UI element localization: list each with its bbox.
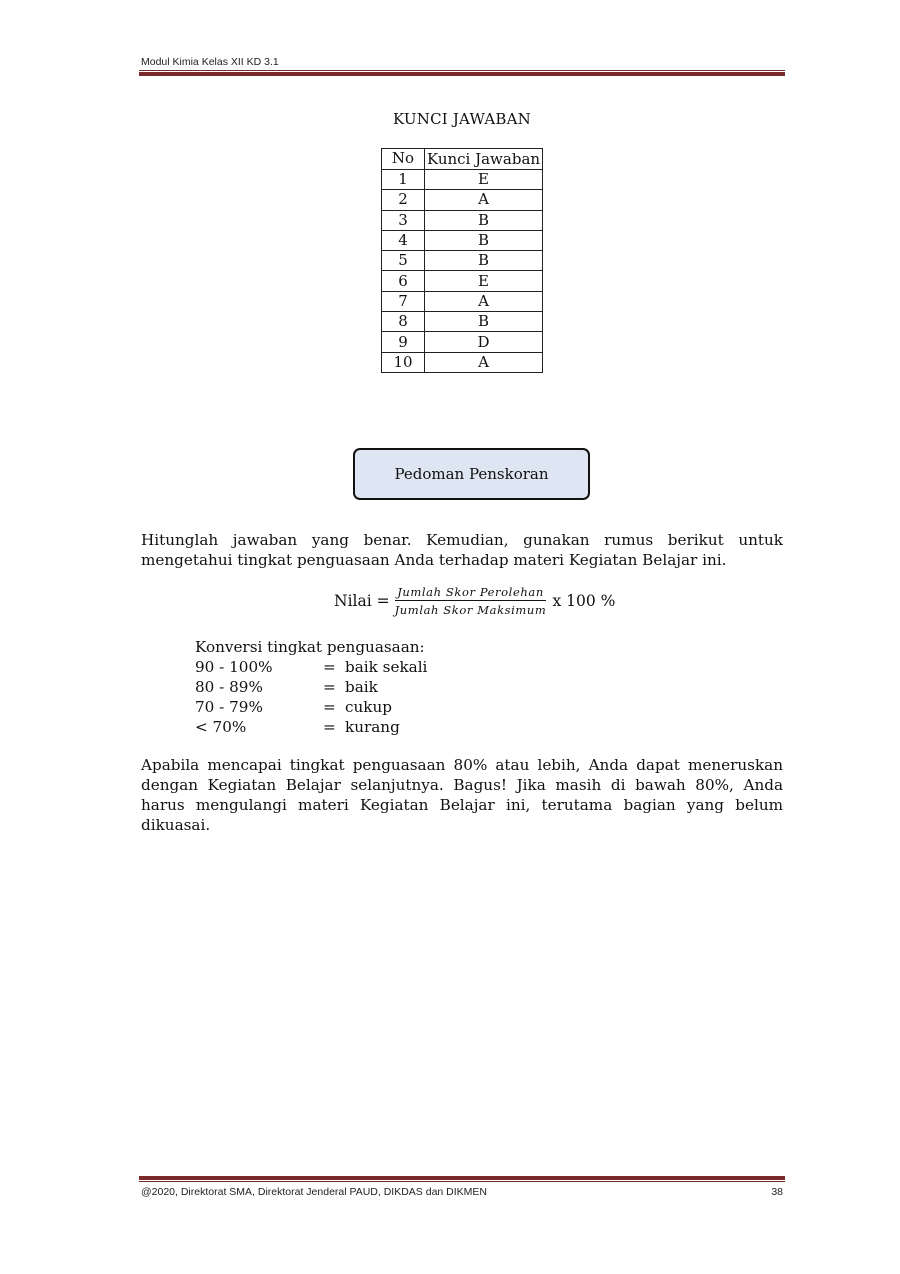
row-number: 8	[382, 312, 425, 332]
conversion-range: 80 - 89%	[195, 678, 263, 696]
conversion-equals: =	[323, 678, 336, 696]
page-number: 38	[771, 1186, 783, 1198]
conversion-range: 70 - 79%	[195, 698, 263, 716]
list-item	[195, 717, 427, 737]
table-row	[382, 271, 543, 291]
row-answer: E	[425, 271, 543, 291]
conversion-equals: =	[323, 718, 336, 736]
closing-paragraph: Apabila mencapai tingkat penguasaan 80% atau lebih, Anda dapat meneruskan dengan Kegiatan Belajar selanjutnya. Bagus! Jika masih di bawah 80%, Anda harus mengulangi materi Kegiatan Belajar ini, terutama bagian yang belum dikuasai.	[141, 756, 783, 834]
row-number: 1	[382, 170, 425, 190]
row-number: 5	[382, 251, 425, 271]
list-item	[195, 697, 427, 717]
header-rule	[139, 70, 785, 76]
conversion-equals: =	[323, 698, 336, 716]
column-header-no: No	[382, 149, 425, 170]
row-number: 3	[382, 210, 425, 230]
row-number: 10	[382, 352, 425, 372]
conversion-range: 90 - 100%	[195, 658, 273, 676]
conversion-title: Konversi tingkat penguasaan:	[195, 638, 425, 656]
score-formula	[334, 585, 615, 617]
page-header: Modul Kimia Kelas XII KD 3.1	[141, 56, 279, 68]
list-item	[195, 677, 427, 697]
table-row	[382, 352, 543, 372]
table-header-row	[382, 149, 543, 170]
conversion-list	[195, 637, 427, 737]
page-footer: @2020, Direktorat SMA, Direktorat Jenderal PAUD, DIKDAS dan DIKMEN	[141, 1186, 488, 1198]
table-row	[382, 332, 543, 352]
formula-lhs: Nilai =	[334, 592, 390, 610]
formula-numerator: Jumlah Skor Perolehan	[397, 585, 544, 599]
row-answer: A	[425, 352, 543, 372]
scoring-guide-label: Pedoman Penskoran	[394, 465, 549, 483]
table-row	[382, 170, 543, 190]
column-header-key: Kunci Jawaban	[425, 149, 543, 170]
table-row	[382, 251, 543, 271]
conversion-label: baik sekali	[345, 658, 428, 676]
conversion-equals: =	[323, 658, 336, 676]
table-row	[382, 190, 543, 210]
answer-key-table	[381, 148, 543, 373]
row-number: 7	[382, 291, 425, 311]
table-row	[382, 210, 543, 230]
row-answer: B	[425, 312, 543, 332]
row-number: 2	[382, 190, 425, 210]
table-row	[382, 230, 543, 250]
table-row	[382, 312, 543, 332]
row-answer: B	[425, 251, 543, 271]
row-number: 9	[382, 332, 425, 352]
row-answer: B	[425, 210, 543, 230]
row-answer: E	[425, 170, 543, 190]
footer-rule	[139, 1176, 785, 1182]
row-answer: B	[425, 230, 543, 250]
conversion-range: < 70%	[195, 718, 247, 736]
table-row	[382, 291, 543, 311]
conversion-label: kurang	[345, 718, 400, 736]
conversion-label: baik	[345, 678, 378, 696]
row-number: 4	[382, 230, 425, 250]
row-answer: A	[425, 291, 543, 311]
page-title: KUNCI JAWABAN	[393, 110, 531, 128]
intro-paragraph: Hitunglah jawaban yang benar. Kemudian, gunakan rumus berikut untuk mengetahui tingkat penguasaan Anda terhadap materi Kegiatan Belajar ini.	[141, 531, 783, 569]
formula-rhs: x 100 %	[552, 592, 616, 610]
formula-denominator: Jumlah Skor Maksimum	[394, 603, 547, 617]
list-item	[195, 657, 427, 677]
row-number: 6	[382, 271, 425, 291]
formula-fraction	[393, 585, 549, 617]
row-answer: A	[425, 190, 543, 210]
row-answer: D	[425, 332, 543, 352]
conversion-label: cukup	[345, 698, 392, 716]
scoring-guide-box	[353, 448, 590, 500]
